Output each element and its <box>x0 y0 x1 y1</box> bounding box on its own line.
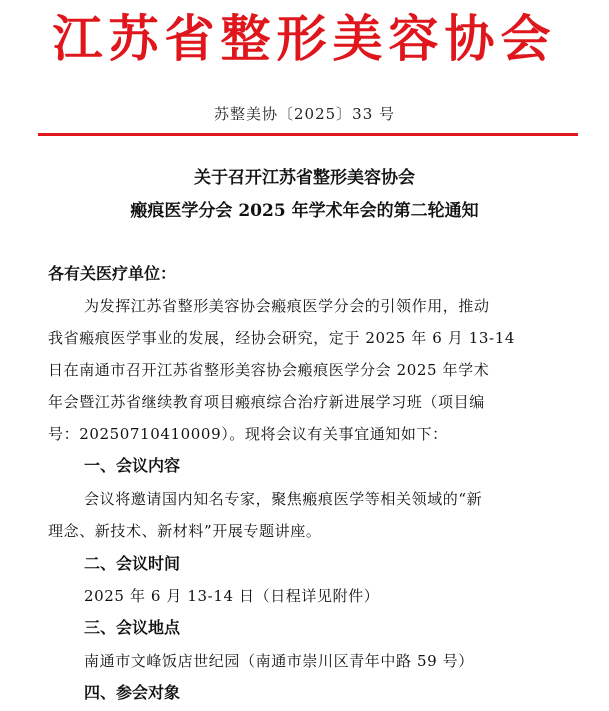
section-heading-time: 二、会议时间 <box>84 554 181 573</box>
section-heading-venue: 三、会议地点 <box>84 618 181 637</box>
section-heading-content: 一、会议内容 <box>84 456 181 475</box>
section-body-line: 南通市文峰饭店世纪园（南通市崇川区青年中路 59 号） <box>84 652 474 670</box>
section-body-line: 2025 年 6 月 13-14 日（日程详见附件） <box>84 587 380 605</box>
notice-title-line-1: 关于召开江苏省整形美容协会 <box>194 168 415 188</box>
letterhead-divider <box>38 133 578 136</box>
section-body-line: 会议将邀请国内知名专家，聚焦瘢痕医学等相关领域的“新 <box>84 490 483 508</box>
section-body-line: 理念、新技术、新材料”开展专题讲座。 <box>48 522 322 540</box>
addressee: 各有关医疗单位： <box>48 264 177 283</box>
section-heading-attendees: 四、参会对象 <box>84 683 181 702</box>
intro-line: 为发挥江苏省整形美容协会瘢痕医学分会的引领作用，推动 <box>84 297 490 315</box>
document-number: 苏整美协〔2025〕33 号 <box>213 105 396 123</box>
intro-line: 我省瘢痕医学事业的发展，经协会研究，定于 2025 年 6 月 13-14 <box>48 329 516 347</box>
intro-line: 日在南通市召开江苏省整形美容协会瘢痕医学分会 2025 年学术 <box>48 361 490 379</box>
letterhead-org-name: 江苏省整形美容协会 <box>52 9 557 68</box>
notice-title-line-2: 瘢痕医学分会 2025 年学术年会的第二轮通知 <box>130 201 479 221</box>
intro-line: 号：20250710410009）。现将会议有关事宜通知如下： <box>48 425 448 443</box>
intro-line: 年会暨江苏省继续教育项目瘢痕综合治疗新进展学习班（项目编 <box>48 393 485 411</box>
